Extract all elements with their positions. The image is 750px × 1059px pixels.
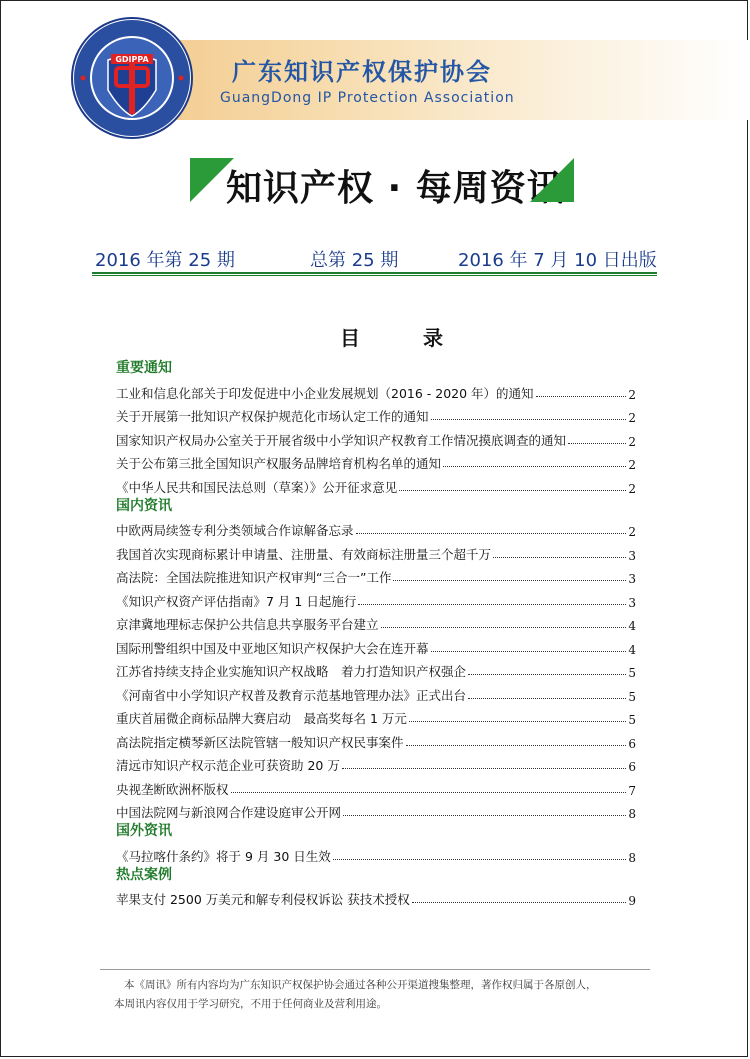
toc-leader-dots xyxy=(568,443,626,444)
logo-text: GDIPPA xyxy=(115,55,149,64)
toc-entry[interactable] xyxy=(116,563,636,587)
toc-entry-page: 2 xyxy=(628,525,636,539)
toc-leader-dots xyxy=(333,859,627,860)
toc-leader-dots xyxy=(406,745,627,746)
toc-entry-page: 4 xyxy=(628,619,636,633)
toc-entry-page: 4 xyxy=(628,642,636,657)
toc-leader-dots xyxy=(356,533,627,534)
toc-entry[interactable] xyxy=(116,586,636,610)
toc-section-title: 重要通知 xyxy=(116,360,172,376)
toc-entry[interactable] xyxy=(116,402,636,426)
toc-leader-dots xyxy=(412,902,627,903)
issue-total: 总第 25 期 xyxy=(310,250,399,271)
toc-entry-page: 2 xyxy=(628,387,636,402)
toc-leader-dots xyxy=(342,768,627,769)
toc-entry-title: 关于公布第三批全国知识产权服务品牌培育机构名单的通知 xyxy=(116,456,442,471)
toc-leader-dots xyxy=(431,419,627,420)
footer-note xyxy=(114,976,654,1014)
toc-entry[interactable] xyxy=(116,657,636,681)
toc-entry-page: 5 xyxy=(628,666,636,680)
issue-year: 2016 年第 25 期 xyxy=(95,250,235,271)
toc-leader-dots xyxy=(399,490,626,491)
toc-leader-dots xyxy=(443,466,626,467)
toc-entry-page: 8 xyxy=(628,850,636,865)
toc-entry-title: 《马拉喀什条约》将于 9 月 30 日生效 xyxy=(116,848,331,864)
toc-entry-title: 《知识产权资产评估指南》7 月 1 日起施行 xyxy=(116,593,357,609)
toc-entry-page: 9 xyxy=(628,894,636,908)
footer-line-1: 本《周讯》所有内容均为广东知识产权保护协会通过各种公开渠道搜集整理，著作权归属于各原创人， xyxy=(124,979,597,991)
toc-entry[interactable] xyxy=(116,516,636,540)
toc-entry-page: 6 xyxy=(628,736,636,751)
toc-leader-dots xyxy=(468,698,626,699)
toc-section-title: 国内资讯 xyxy=(116,497,172,514)
toc-entry[interactable] xyxy=(116,841,636,865)
toc-leader-dots xyxy=(536,396,627,397)
toc-entry-title: 江苏省持续支持企业实施知识产权战略 着力打造知识产权强企 xyxy=(116,664,467,679)
toc-entry-title: 京津冀地理标志保护公共信息共享服务平台建立 xyxy=(116,617,379,632)
toc-entry-page: 2 xyxy=(628,458,636,472)
toc-entry[interactable] xyxy=(116,449,636,473)
toc-leader-dots xyxy=(468,674,626,675)
toc-entry-title: 高法院：全国法院推进知识产权审判“三合一”工作 xyxy=(116,570,392,585)
toc-entry-page: 2 xyxy=(628,481,636,496)
toc-entry[interactable] xyxy=(116,378,636,402)
toc-leader-dots xyxy=(393,580,626,581)
gdippa-logo xyxy=(70,16,194,140)
toc-leader-dots xyxy=(343,815,626,816)
toc-entry[interactable] xyxy=(116,472,636,496)
issue-divider xyxy=(92,272,657,276)
weekly-title: 知识产权 · 每周资讯 xyxy=(226,168,564,209)
toc-leader-dots xyxy=(381,627,627,628)
toc-entry-page: 2 xyxy=(628,411,636,425)
toc-entry[interactable] xyxy=(116,885,636,909)
issue-date: 2016 年 7 月 10 日出版 xyxy=(458,250,657,271)
org-name-cn: 广东知识产权保护协会 xyxy=(232,58,492,86)
toc-entry[interactable] xyxy=(116,539,636,563)
toc-entry-page: 3 xyxy=(628,548,636,563)
toc-entry-title: 我国首次实现商标累计申请量、注册量、有效商标注册量三个超千万 xyxy=(116,546,492,562)
toc-entry-title: 国家知识产权局办公室关于开展省级中小学知识产权教育工作情况摸底调查的通知 xyxy=(116,432,567,448)
toc-leader-dots xyxy=(358,604,626,605)
toc-entry-title: 国际刑警组织中国及中亚地区知识产权保护大会在连开幕 xyxy=(116,640,429,656)
toc-entry-title: 央视垄断欧洲杯版权 xyxy=(116,781,229,797)
toc-entry-page: 6 xyxy=(628,760,636,774)
toc-entry-title: 《中华人民共和国民法总则（草案）》公开征求意见 xyxy=(116,479,398,495)
toc-heading: 目 录 xyxy=(340,326,471,350)
toc-entry-page: 5 xyxy=(628,713,636,727)
toc-entry-page: 3 xyxy=(628,595,636,610)
toc-leader-dots xyxy=(493,557,626,558)
footer-line-2: 本周讯内容仅用于学习研究，不用于任何商业及营利用途。 xyxy=(114,998,387,1010)
toc-entry[interactable] xyxy=(116,633,636,657)
toc-section-title: 热点案例 xyxy=(116,866,172,883)
toc-entry[interactable] xyxy=(116,704,636,728)
title-triangle-right xyxy=(530,158,574,202)
toc-entry-title: 重庆首届微企商标品牌大赛启动 最高奖每名 1 万元 xyxy=(116,711,407,726)
toc-entry-title: 中国法院网与新浪网合作建设庭审公开网 xyxy=(116,805,342,820)
org-name-en: GuangDong IP Protection Association xyxy=(220,90,515,106)
toc-entry-title: 苹果支付 2500 万美元和解专利侵权诉讼 获技术授权 xyxy=(116,892,410,907)
toc-entry-page: 5 xyxy=(628,689,636,704)
toc-entry-page: 3 xyxy=(628,572,636,586)
toc-section-title: 国外资讯 xyxy=(116,823,172,839)
toc-entry-page: 7 xyxy=(628,783,636,798)
toc-entry-title: 清远市知识产权示范企业可获资助 20 万 xyxy=(116,758,340,773)
toc-leader-dots xyxy=(231,792,627,793)
toc-entry-title: 《河南省中小学知识产权普及教育示范基地管理办法》正式出台 xyxy=(116,687,467,703)
toc-leader-dots xyxy=(431,651,627,652)
toc-entry-title: 高法院指定横琴新区法院管辖一般知识产权民事案件 xyxy=(116,734,404,750)
toc-entry[interactable] xyxy=(116,798,636,822)
toc-entry[interactable] xyxy=(116,610,636,634)
toc-entry[interactable] xyxy=(116,425,636,449)
toc-entry[interactable] xyxy=(116,774,636,798)
toc-entry[interactable] xyxy=(116,680,636,704)
toc-entry-title: 关于开展第一批知识产权保护规范化市场认定工作的通知 xyxy=(116,409,429,424)
toc-entry-title: 工业和信息化部关于印发促进中小企业发展规划（2016 - 2020 年）的通知 xyxy=(116,385,534,401)
toc-entry-title: 中欧两局续签专利分类领域合作谅解备忘录 xyxy=(116,523,354,538)
toc-entry-page: 2 xyxy=(628,434,636,449)
footer-divider xyxy=(100,969,650,970)
toc-leader-dots xyxy=(409,721,626,722)
toc-entry[interactable] xyxy=(116,751,636,775)
table-of-contents xyxy=(116,358,636,908)
toc-entry-page: 8 xyxy=(628,807,636,821)
toc-entry[interactable] xyxy=(116,727,636,751)
